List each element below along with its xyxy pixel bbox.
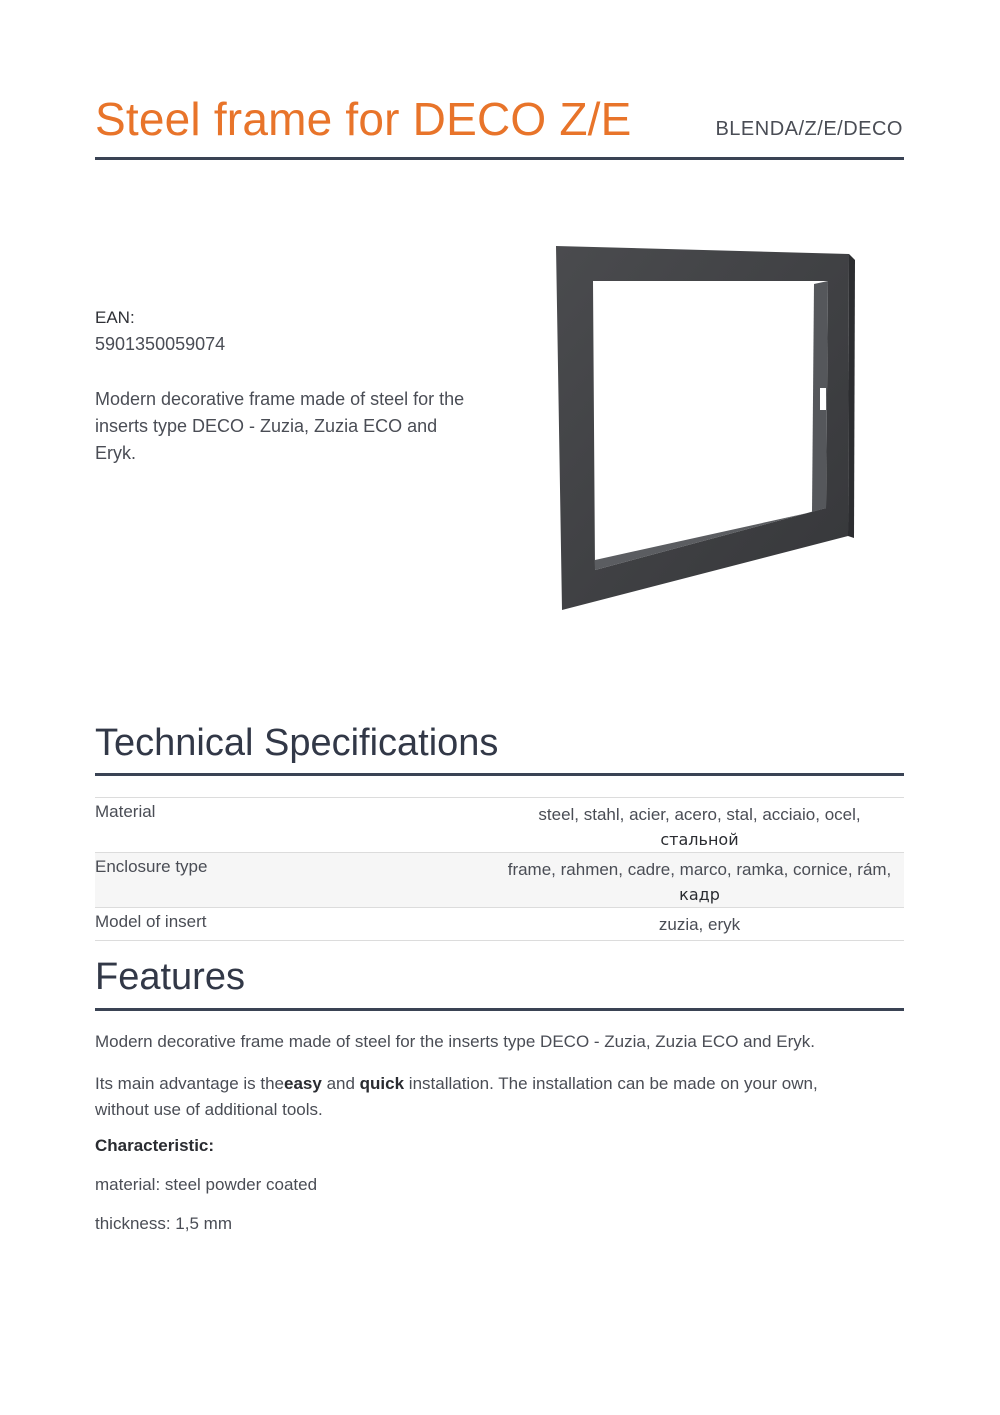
text-span: Its main advantage is the [95, 1074, 285, 1093]
table-row [95, 908, 904, 941]
features-paragraph: Modern decorative frame made of steel for the inserts type DECO - Zuzia, Zuzia ECO and Eryk. [95, 1032, 815, 1051]
table-row [95, 853, 904, 908]
spec-label: Material [95, 802, 156, 821]
ean-label: EAN: [95, 308, 135, 327]
title-divider [95, 157, 904, 160]
text-emphasis: easy [284, 1074, 322, 1093]
characteristic-material: material: steel powder coated [95, 1175, 318, 1194]
features-divider [95, 1008, 904, 1011]
spec-label: Model of insert [95, 912, 207, 931]
features-paragraph [95, 1071, 875, 1123]
spec-value [495, 908, 904, 941]
text-emphasis: quick [359, 1074, 405, 1093]
spec-value-line: кадр [679, 885, 720, 904]
specs-divider [95, 773, 904, 776]
ean-value: 5901350059074 [95, 334, 226, 354]
text-span: and [321, 1074, 360, 1093]
table-row [95, 798, 904, 853]
spec-value [495, 798, 904, 853]
spec-value-line: стальной [660, 830, 739, 849]
steel-frame-image [550, 240, 860, 620]
product-intro: Modern decorative frame made of steel for the inserts type DECO - Zuzia, Zuzia ECO and Eryk. [95, 389, 465, 463]
specs-heading: Technical Specifications [95, 722, 499, 764]
spec-value [495, 853, 904, 908]
spec-value-line: zuzia, eryk [658, 915, 741, 934]
page-title: Steel frame for DECO Z/E [95, 93, 632, 145]
text-span: installation. The installation can be made on your own, without use of additional tools. [95, 1074, 818, 1119]
characteristic-label: Characteristic: [95, 1136, 215, 1155]
spec-label: Enclosure type [95, 857, 208, 876]
product-code: BLENDA/Z/E/DECO [715, 118, 903, 140]
spec-value-line: steel, stahl, acier, acero, stal, acciaio, ocel, [538, 805, 861, 824]
spec-table [95, 797, 904, 941]
characteristic-thickness: thickness: 1,5 mm [95, 1214, 232, 1233]
features-heading: Features [95, 956, 245, 998]
spec-value-line: frame, rahmen, cadre, marco, ramka, cornice, rám, [507, 860, 892, 879]
